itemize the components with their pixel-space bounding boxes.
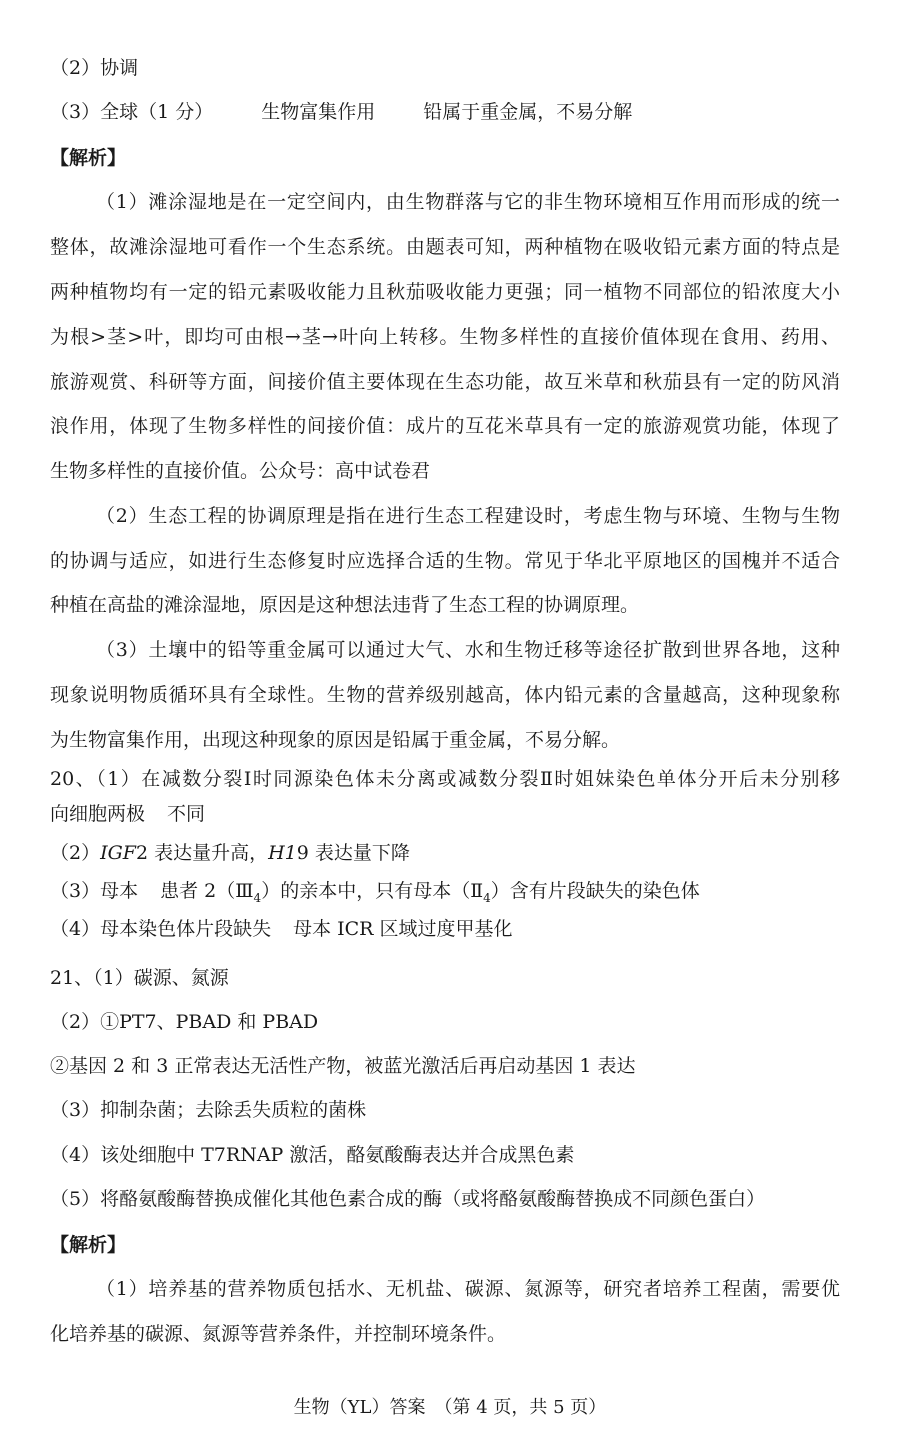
q19-answer-3-part3: 铅属于重金属，不易分解 <box>423 101 633 123</box>
q20-answer-1-line-2 <box>50 802 205 826</box>
q21-answer-2-2: ②基因 2 和 3 正常表达无活性产物，被蓝光激活后再启动基因 1 表达 <box>50 1055 636 1077</box>
q19-p1-line-7: 生物多样性的直接价值。公众号：高中试卷君 <box>50 460 431 482</box>
subscript-4: 4 <box>483 890 491 905</box>
q21-answer-3: （3）抑制杂菌；去除丢失质粒的菌株 <box>50 1099 367 1121</box>
q20-answer-3-part3: ）的亲本中，只有母本（Ⅱ <box>261 880 484 902</box>
q21-p1-line-2: 化培养基的碳源、氮源等营养条件，并控制环境条件。 <box>50 1323 507 1345</box>
q19-p1-line-2: 整体，故滩涂湿地可看作一个生态系统。由题表可知，两种植物在吸收铅元素方面的特点是 <box>50 236 840 258</box>
q19-p3-line-2: 现象说明物质循环具有全球性。生物的营养级别越高，体内铅元素的含量越高，这种现象称 <box>50 684 840 706</box>
q20-answer-3 <box>50 879 700 910</box>
q19-p1-line-3: 两种植物均有一定的铅元素吸收能力且秋茄吸收能力更强；同一植物不同部位的铅浓度大小 <box>50 281 840 303</box>
q20-answer-2-end: 9 表达量下降 <box>296 842 410 864</box>
q20-answer-3-part1: （3）母本 <box>50 880 139 902</box>
q19-analysis-heading: 【解析】 <box>50 147 127 169</box>
q19-p1-line-5: 旅游观赏、科研等方面，间接价值主要体现在生态功能，故互米草和秋茄县有一定的防风消 <box>50 371 840 393</box>
q20-answer-3-part4: ）含有片段缺失的染色体 <box>490 880 700 902</box>
q19-p1-line-6: 浪作用，体现了生物多样性的间接价值：成片的互花米草具有一定的旅游观赏功能，体现了 <box>50 415 840 437</box>
q20-answer-1-part2: 不同 <box>167 803 206 825</box>
gene-h1: H1 <box>268 842 297 864</box>
q21-answer-2-1: （2）①PT7、PBAD 和 PBAD <box>50 1011 319 1033</box>
q21-answer-5: （5）将酪氨酸酶替换成催化其他色素合成的酶（或将酪氨酸酶替换成不同颜色蛋白） <box>50 1188 766 1210</box>
q19-p3-line-3: 为生物富集作用，出现这种现象的原因是铅属于重金属，不易分解。 <box>50 729 621 751</box>
q19-p3-line-1: （3）土壤中的铅等重金属可以通过大气、水和生物迁移等途径扩散到世界各地，这种 <box>96 639 840 661</box>
q19-p2-line-1: （2）生态工程的协调原理是指在进行生态工程建设时，考虑生物与环境、生物与生物 <box>96 505 840 527</box>
subscript-4: 4 <box>253 890 262 905</box>
q19-answer-3-part2: 生物富集作用 <box>261 101 376 123</box>
q21-analysis-heading: 【解析】 <box>50 1234 127 1256</box>
q20-answer-3-part2: 患者 2（Ⅲ <box>160 880 254 902</box>
page-footer: 生物（YL）答案 （第 4 页，共 5 页） <box>293 1397 607 1418</box>
q21-answer-4: （4）该处细胞中 T7RNAP 激活，酪氨酸酶表达并合成黑色素 <box>50 1144 575 1166</box>
q21-p1-line-1: （1）培养基的营养物质包括水、无机盐、碳源、氮源等，研究者培养工程菌，需要优 <box>96 1278 840 1300</box>
q19-answer-3 <box>50 100 632 124</box>
q20-answer-4 <box>50 917 513 941</box>
q19-answer-3-part1: （3）全球（1 分） <box>50 101 214 123</box>
q19-p2-line-3: 种植在高盐的滩涂湿地，原因是这种想法违背了生态工程的协调原理。 <box>50 594 640 616</box>
q20-answer-1-part1: 向细胞两极 <box>50 803 146 825</box>
q20-answer-2-mid: 2 表达量升高， <box>135 842 269 864</box>
gene-igf: IGF <box>100 842 136 864</box>
q20-answer-2 <box>50 841 410 865</box>
q19-answer-2: （2）协调 <box>50 57 139 79</box>
q20-answer-1-line-1: 20、（1）在减数分裂Ⅰ时同源染色体未分离或减数分裂Ⅱ时姐妹染色单体分开后未分别移 <box>50 768 840 790</box>
q21-answer-1: 21、（1）碳源、氮源 <box>50 967 229 989</box>
q20-answer-4-part1: （4）母本染色体片段缺失 <box>50 918 272 940</box>
q19-p1-line-1: （1）滩涂湿地是在一定空间内，由生物群落与它的非生物环境相互作用而形成的统一 <box>96 191 840 213</box>
q19-p1-line-4: 为根>茎>叶，即均可由根→茎→叶向上转移。生物多样性的直接价值体现在食用、药用、 <box>50 326 840 348</box>
q20-answer-2-number: （2） <box>50 842 101 864</box>
q19-p2-line-2: 的协调与适应，如进行生态修复时应选择合适的生物。常见于华北平原地区的国槐并不适合 <box>50 550 840 572</box>
q20-answer-4-part2: 母本 ICR 区域过度甲基化 <box>293 918 513 940</box>
